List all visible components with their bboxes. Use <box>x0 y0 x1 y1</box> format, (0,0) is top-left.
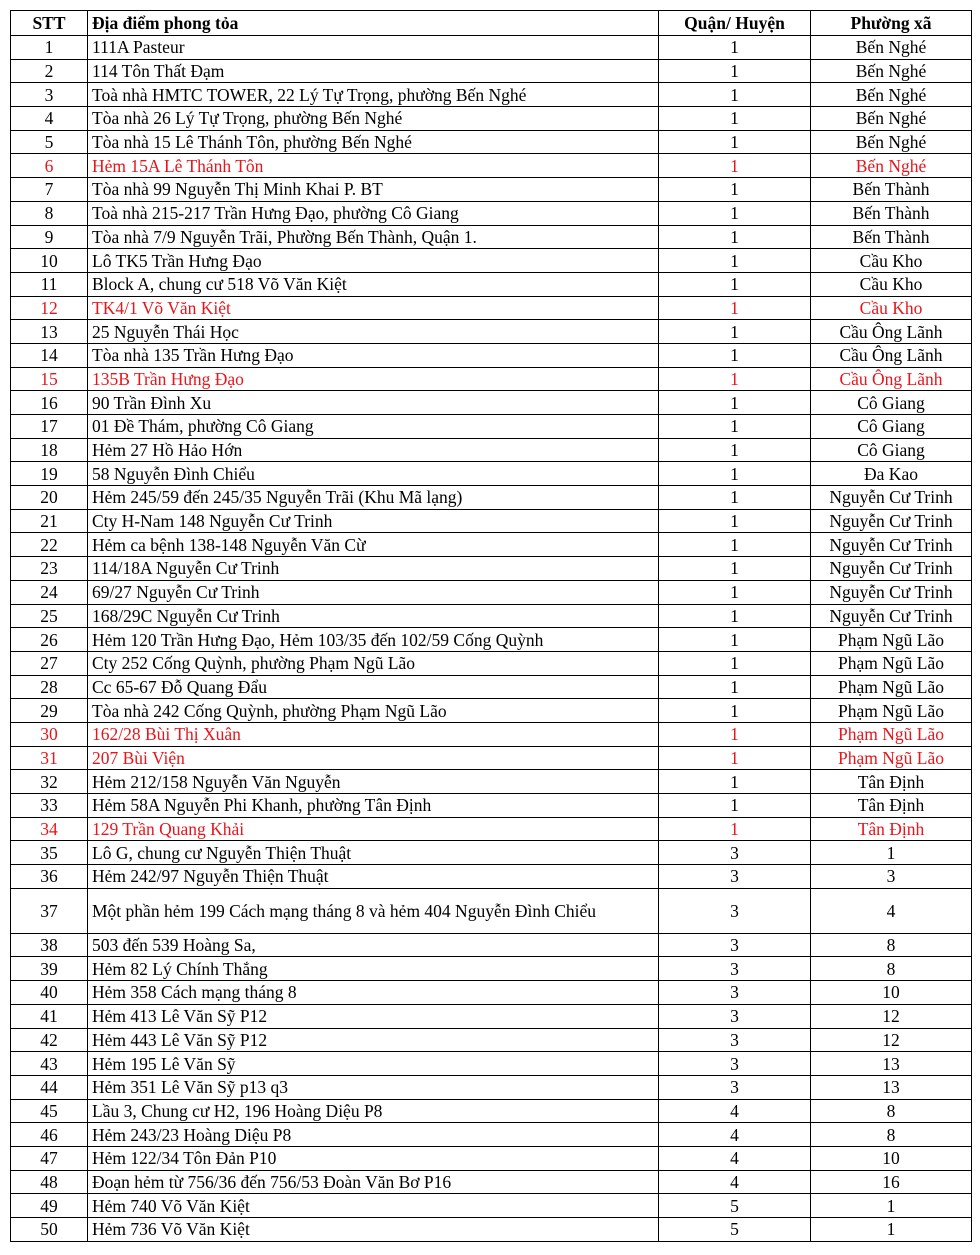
row-stt-cell: 21 <box>11 509 88 533</box>
row-location-cell: Hẻm ca bệnh 138-148 Nguyễn Văn Cừ <box>88 533 659 557</box>
row-ward-cell: Cầu Kho <box>811 249 972 273</box>
row-district-cell: 1 <box>659 438 811 462</box>
table-row <box>11 462 972 486</box>
row-district-cell: 3 <box>659 1075 811 1099</box>
row-stt-cell: 47 <box>11 1146 88 1170</box>
row-location-cell: 207 Bùi Viện <box>88 746 659 770</box>
row-stt-cell: 8 <box>11 201 88 225</box>
table-row <box>11 957 972 981</box>
row-stt-cell: 42 <box>11 1028 88 1052</box>
row-ward-cell: Tân Định <box>811 770 972 794</box>
row-stt-cell: 26 <box>11 628 88 652</box>
row-location-cell: Hẻm 58A Nguyễn Phi Khanh, phường Tân Định <box>88 794 659 818</box>
row-stt-cell: 18 <box>11 438 88 462</box>
row-district-cell: 1 <box>659 699 811 723</box>
row-district-cell: 1 <box>659 391 811 415</box>
row-stt-cell: 27 <box>11 651 88 675</box>
row-ward-cell: Bến Thành <box>811 225 972 249</box>
table-row <box>11 107 972 131</box>
table-row <box>11 320 972 344</box>
row-district-cell: 3 <box>659 933 811 957</box>
row-district-cell: 1 <box>659 628 811 652</box>
table-row <box>11 1194 972 1218</box>
row-district-cell: 3 <box>659 1004 811 1028</box>
row-district-cell: 1 <box>659 249 811 273</box>
row-location-cell: Toà nhà 215-217 Trần Hưng Đạo, phường Cô Giang <box>88 201 659 225</box>
row-stt-cell: 11 <box>11 272 88 296</box>
row-location-cell: Một phần hẻm 199 Cách mạng tháng 8 và hẻm 404 Nguyễn Đình Chiểu <box>88 888 659 933</box>
row-stt-cell: 29 <box>11 699 88 723</box>
table-row <box>11 130 972 154</box>
table-row <box>11 1075 972 1099</box>
row-ward-cell: Cô Giang <box>811 438 972 462</box>
row-location-cell: Hẻm 82 Lý Chính Thắng <box>88 957 659 981</box>
table-row <box>11 225 972 249</box>
table-row <box>11 1123 972 1147</box>
table-row <box>11 178 972 202</box>
row-ward-cell: Cầu Ông Lãnh <box>811 343 972 367</box>
row-location-cell: Block A, chung cư 518 Võ Văn Kiệt <box>88 272 659 296</box>
row-district-cell: 4 <box>659 1146 811 1170</box>
row-ward-cell: 16 <box>811 1170 972 1194</box>
table-row <box>11 746 972 770</box>
row-district-cell: 3 <box>659 981 811 1005</box>
row-district-cell: 1 <box>659 343 811 367</box>
row-stt-cell: 38 <box>11 933 88 957</box>
row-district-cell: 1 <box>659 580 811 604</box>
table-row <box>11 1052 972 1076</box>
row-ward-cell: 1 <box>811 1218 972 1242</box>
row-ward-cell: 8 <box>811 933 972 957</box>
row-ward-cell: Phạm Ngũ Lão <box>811 699 972 723</box>
row-district-cell: 1 <box>659 746 811 770</box>
table-row <box>11 249 972 273</box>
row-district-cell: 1 <box>659 320 811 344</box>
table-row <box>11 1028 972 1052</box>
row-ward-cell: 10 <box>811 1146 972 1170</box>
table-row <box>11 201 972 225</box>
header-district: Quận/ Huyện <box>659 11 811 36</box>
row-district-cell: 1 <box>659 178 811 202</box>
table-row <box>11 981 972 1005</box>
row-stt-cell: 23 <box>11 557 88 581</box>
row-stt-cell: 4 <box>11 107 88 131</box>
table-row <box>11 154 972 178</box>
row-stt-cell: 14 <box>11 343 88 367</box>
row-district-cell: 1 <box>659 107 811 131</box>
row-stt-cell: 33 <box>11 794 88 818</box>
row-ward-cell: Cầu Kho <box>811 296 972 320</box>
row-district-cell: 1 <box>659 462 811 486</box>
table-row <box>11 770 972 794</box>
row-district-cell: 1 <box>659 509 811 533</box>
row-stt-cell: 34 <box>11 817 88 841</box>
row-district-cell: 1 <box>659 604 811 628</box>
row-stt-cell: 37 <box>11 888 88 933</box>
row-district-cell: 1 <box>659 533 811 557</box>
row-location-cell: Hẻm 212/158 Nguyễn Văn Nguyễn <box>88 770 659 794</box>
row-district-cell: 3 <box>659 1052 811 1076</box>
header-stt: STT <box>11 11 88 36</box>
row-ward-cell: 13 <box>811 1075 972 1099</box>
row-ward-cell: Tân Định <box>811 794 972 818</box>
table-row <box>11 841 972 865</box>
row-ward-cell: Phạm Ngũ Lão <box>811 628 972 652</box>
row-stt-cell: 17 <box>11 415 88 439</box>
row-district-cell: 4 <box>659 1170 811 1194</box>
row-location-cell: 129 Trần Quang Khải <box>88 817 659 841</box>
row-location-cell: Hẻm 27 Hồ Hảo Hớn <box>88 438 659 462</box>
row-stt-cell: 19 <box>11 462 88 486</box>
row-district-cell: 1 <box>659 36 811 60</box>
row-stt-cell: 48 <box>11 1170 88 1194</box>
row-location-cell: Tòa nhà 242 Cống Quỳnh, phường Phạm Ngũ Lão <box>88 699 659 723</box>
row-location-cell: Cty H-Nam 148 Nguyễn Cư Trinh <box>88 509 659 533</box>
row-ward-cell: 12 <box>811 1004 972 1028</box>
row-stt-cell: 10 <box>11 249 88 273</box>
row-ward-cell: Bến Nghé <box>811 59 972 83</box>
header-ward: Phường xã <box>811 11 972 36</box>
row-location-cell: Hẻm 358 Cách mạng tháng 8 <box>88 981 659 1005</box>
row-location-cell: 168/29C Nguyễn Cư Trinh <box>88 604 659 628</box>
row-location-cell: Lô G, chung cư Nguyễn Thiện Thuật <box>88 841 659 865</box>
row-ward-cell: Bến Nghé <box>811 130 972 154</box>
row-ward-cell: Bến Thành <box>811 178 972 202</box>
row-location-cell: Tòa nhà 26 Lý Tự Trọng, phường Bến Nghé <box>88 107 659 131</box>
row-location-cell: 25 Nguyễn Thái Học <box>88 320 659 344</box>
table-row <box>11 865 972 889</box>
row-ward-cell: Cầu Kho <box>811 272 972 296</box>
row-location-cell: 01 Đề Thám, phường Cô Giang <box>88 415 659 439</box>
header-location: Địa điểm phong tỏa <box>88 11 659 36</box>
row-location-cell: 111A Pasteur <box>88 36 659 60</box>
row-location-cell: Hẻm 195 Lê Văn Sỹ <box>88 1052 659 1076</box>
row-stt-cell: 39 <box>11 957 88 981</box>
row-ward-cell: Bến Nghé <box>811 83 972 107</box>
row-ward-cell: 12 <box>811 1028 972 1052</box>
table-row <box>11 1004 972 1028</box>
row-ward-cell: Bến Nghé <box>811 36 972 60</box>
row-district-cell: 1 <box>659 154 811 178</box>
row-ward-cell: Tân Định <box>811 817 972 841</box>
row-ward-cell: 3 <box>811 865 972 889</box>
row-ward-cell: 8 <box>811 957 972 981</box>
row-stt-cell: 32 <box>11 770 88 794</box>
row-district-cell: 1 <box>659 675 811 699</box>
table-row <box>11 722 972 746</box>
row-location-cell: Hẻm 351 Lê Văn Sỹ p13 q3 <box>88 1075 659 1099</box>
row-ward-cell: Nguyễn Cư Trinh <box>811 604 972 628</box>
table-row <box>11 1099 972 1123</box>
row-ward-cell: 1 <box>811 841 972 865</box>
row-location-cell: 114/18A Nguyễn Cư Trinh <box>88 557 659 581</box>
row-district-cell: 3 <box>659 865 811 889</box>
row-location-cell: Tòa nhà 99 Nguyễn Thị Minh Khai P. BT <box>88 178 659 202</box>
row-location-cell: Hẻm 122/34 Tôn Đản P10 <box>88 1146 659 1170</box>
row-stt-cell: 40 <box>11 981 88 1005</box>
row-stt-cell: 46 <box>11 1123 88 1147</box>
row-location-cell: 69/27 Nguyễn Cư Trinh <box>88 580 659 604</box>
table-row <box>11 651 972 675</box>
row-ward-cell: Nguyễn Cư Trinh <box>811 580 972 604</box>
row-location-cell: Hẻm 740 Võ Văn Kiệt <box>88 1194 659 1218</box>
table-row <box>11 817 972 841</box>
row-stt-cell: 7 <box>11 178 88 202</box>
table-row <box>11 438 972 462</box>
table-row <box>11 794 972 818</box>
row-ward-cell: Phạm Ngũ Lão <box>811 651 972 675</box>
row-location-cell: Cc 65-67 Đỗ Quang Đẩu <box>88 675 659 699</box>
row-stt-cell: 25 <box>11 604 88 628</box>
row-location-cell: Hẻm 15A Lê Thánh Tôn <box>88 154 659 178</box>
table-row <box>11 415 972 439</box>
row-stt-cell: 3 <box>11 83 88 107</box>
row-stt-cell: 30 <box>11 722 88 746</box>
row-location-cell: Cty 252 Cống Quỳnh, phường Phạm Ngũ Lão <box>88 651 659 675</box>
row-location-cell: Tòa nhà 15 Lê Thánh Tôn, phường Bến Nghé <box>88 130 659 154</box>
row-ward-cell: Nguyễn Cư Trinh <box>811 533 972 557</box>
table-row <box>11 580 972 604</box>
row-district-cell: 1 <box>659 130 811 154</box>
row-district-cell: 5 <box>659 1194 811 1218</box>
row-location-cell: Tòa nhà 7/9 Nguyễn Trãi, Phường Bến Thành, Quận 1. <box>88 225 659 249</box>
row-stt-cell: 41 <box>11 1004 88 1028</box>
row-stt-cell: 15 <box>11 367 88 391</box>
table-row <box>11 1170 972 1194</box>
row-stt-cell: 49 <box>11 1194 88 1218</box>
table-row <box>11 296 972 320</box>
row-location-cell: Hẻm 120 Trần Hưng Đạo, Hẻm 103/35 đến 102/59 Cống Quỳnh <box>88 628 659 652</box>
row-district-cell: 1 <box>659 770 811 794</box>
row-stt-cell: 50 <box>11 1218 88 1242</box>
table-row <box>11 36 972 60</box>
row-ward-cell: Bến Nghé <box>811 107 972 131</box>
row-stt-cell: 2 <box>11 59 88 83</box>
row-stt-cell: 43 <box>11 1052 88 1076</box>
row-location-cell: Toà nhà HMTC TOWER, 22 Lý Tự Trọng, phường Bến Nghé <box>88 83 659 107</box>
row-stt-cell: 28 <box>11 675 88 699</box>
row-ward-cell: Phạm Ngũ Lão <box>811 722 972 746</box>
row-district-cell: 1 <box>659 272 811 296</box>
row-district-cell: 3 <box>659 888 811 933</box>
table-row <box>11 628 972 652</box>
row-ward-cell: 4 <box>811 888 972 933</box>
row-location-cell: Lô TK5 Trần Hưng Đạo <box>88 249 659 273</box>
row-ward-cell: Nguyễn Cư Trinh <box>811 486 972 510</box>
row-district-cell: 5 <box>659 1218 811 1242</box>
row-location-cell: Tòa nhà 135 Trần Hưng Đạo <box>88 343 659 367</box>
row-stt-cell: 24 <box>11 580 88 604</box>
row-stt-cell: 1 <box>11 36 88 60</box>
row-location-cell: Đoạn hẻm từ 756/36 đến 756/53 Đoàn Văn Bơ P16 <box>88 1170 659 1194</box>
table-row <box>11 367 972 391</box>
row-district-cell: 3 <box>659 957 811 981</box>
row-ward-cell: 8 <box>811 1099 972 1123</box>
row-district-cell: 1 <box>659 415 811 439</box>
row-ward-cell: Nguyễn Cư Trinh <box>811 509 972 533</box>
row-district-cell: 1 <box>659 722 811 746</box>
row-district-cell: 1 <box>659 59 811 83</box>
table-row <box>11 557 972 581</box>
row-location-cell: 162/28 Bùi Thị Xuân <box>88 722 659 746</box>
row-stt-cell: 44 <box>11 1075 88 1099</box>
table-row <box>11 343 972 367</box>
row-location-cell: Lầu 3, Chung cư H2, 196 Hoàng Diệu P8 <box>88 1099 659 1123</box>
row-ward-cell: Bến Thành <box>811 201 972 225</box>
table-row <box>11 509 972 533</box>
row-stt-cell: 22 <box>11 533 88 557</box>
table-row <box>11 604 972 628</box>
table-row <box>11 675 972 699</box>
table-row <box>11 888 972 933</box>
row-district-cell: 1 <box>659 486 811 510</box>
row-district-cell: 3 <box>659 1028 811 1052</box>
table-row <box>11 391 972 415</box>
row-district-cell: 1 <box>659 651 811 675</box>
row-district-cell: 1 <box>659 794 811 818</box>
row-location-cell: 135B Trần Hưng Đạo <box>88 367 659 391</box>
row-district-cell: 3 <box>659 841 811 865</box>
row-location-cell: Hẻm 243/23 Hoàng Diệu P8 <box>88 1123 659 1147</box>
row-district-cell: 4 <box>659 1099 811 1123</box>
row-location-cell: Hẻm 242/97 Nguyễn Thiện Thuật <box>88 865 659 889</box>
table-row <box>11 83 972 107</box>
row-ward-cell: Nguyễn Cư Trinh <box>811 557 972 581</box>
row-ward-cell: 8 <box>811 1123 972 1147</box>
row-stt-cell: 36 <box>11 865 88 889</box>
table-row <box>11 933 972 957</box>
row-district-cell: 1 <box>659 367 811 391</box>
row-district-cell: 1 <box>659 296 811 320</box>
row-stt-cell: 5 <box>11 130 88 154</box>
table-row <box>11 272 972 296</box>
row-location-cell: Hẻm 413 Lê Văn Sỹ P12 <box>88 1004 659 1028</box>
row-ward-cell: 10 <box>811 981 972 1005</box>
row-stt-cell: 13 <box>11 320 88 344</box>
row-location-cell: Hẻm 245/59 đến 245/35 Nguyễn Trãi (Khu Mã lạng) <box>88 486 659 510</box>
row-location-cell: 503 đến 539 Hoàng Sa, <box>88 933 659 957</box>
row-location-cell: 90 Trần Đình Xu <box>88 391 659 415</box>
row-stt-cell: 35 <box>11 841 88 865</box>
row-stt-cell: 31 <box>11 746 88 770</box>
row-ward-cell: Phạm Ngũ Lão <box>811 675 972 699</box>
table-header-row <box>11 11 972 36</box>
row-ward-cell: Bến Nghé <box>811 154 972 178</box>
row-ward-cell: Cô Giang <box>811 415 972 439</box>
row-ward-cell: Cầu Ông Lãnh <box>811 320 972 344</box>
row-location-cell: TK4/1 Võ Văn Kiệt <box>88 296 659 320</box>
row-ward-cell: 13 <box>811 1052 972 1076</box>
lockdown-table <box>10 10 972 1242</box>
row-location-cell: Hẻm 736 Võ Văn Kiệt <box>88 1218 659 1242</box>
row-district-cell: 4 <box>659 1123 811 1147</box>
row-stt-cell: 20 <box>11 486 88 510</box>
row-district-cell: 1 <box>659 83 811 107</box>
table-body <box>11 36 972 1242</box>
row-ward-cell: Đa Kao <box>811 462 972 486</box>
row-district-cell: 1 <box>659 201 811 225</box>
row-location-cell: 58 Nguyễn Đình Chiểu <box>88 462 659 486</box>
row-stt-cell: 45 <box>11 1099 88 1123</box>
row-stt-cell: 12 <box>11 296 88 320</box>
table-row <box>11 533 972 557</box>
row-stt-cell: 9 <box>11 225 88 249</box>
row-ward-cell: Phạm Ngũ Lão <box>811 746 972 770</box>
table-row <box>11 699 972 723</box>
row-location-cell: Hẻm 443 Lê Văn Sỹ P12 <box>88 1028 659 1052</box>
row-district-cell: 1 <box>659 817 811 841</box>
row-stt-cell: 6 <box>11 154 88 178</box>
table-row <box>11 1146 972 1170</box>
table-row <box>11 486 972 510</box>
row-ward-cell: Cô Giang <box>811 391 972 415</box>
row-ward-cell: Cầu Ông Lãnh <box>811 367 972 391</box>
row-stt-cell: 16 <box>11 391 88 415</box>
row-district-cell: 1 <box>659 557 811 581</box>
row-ward-cell: 1 <box>811 1194 972 1218</box>
table-row <box>11 59 972 83</box>
row-location-cell: 114 Tôn Thất Đạm <box>88 59 659 83</box>
row-district-cell: 1 <box>659 225 811 249</box>
table-row <box>11 1218 972 1242</box>
